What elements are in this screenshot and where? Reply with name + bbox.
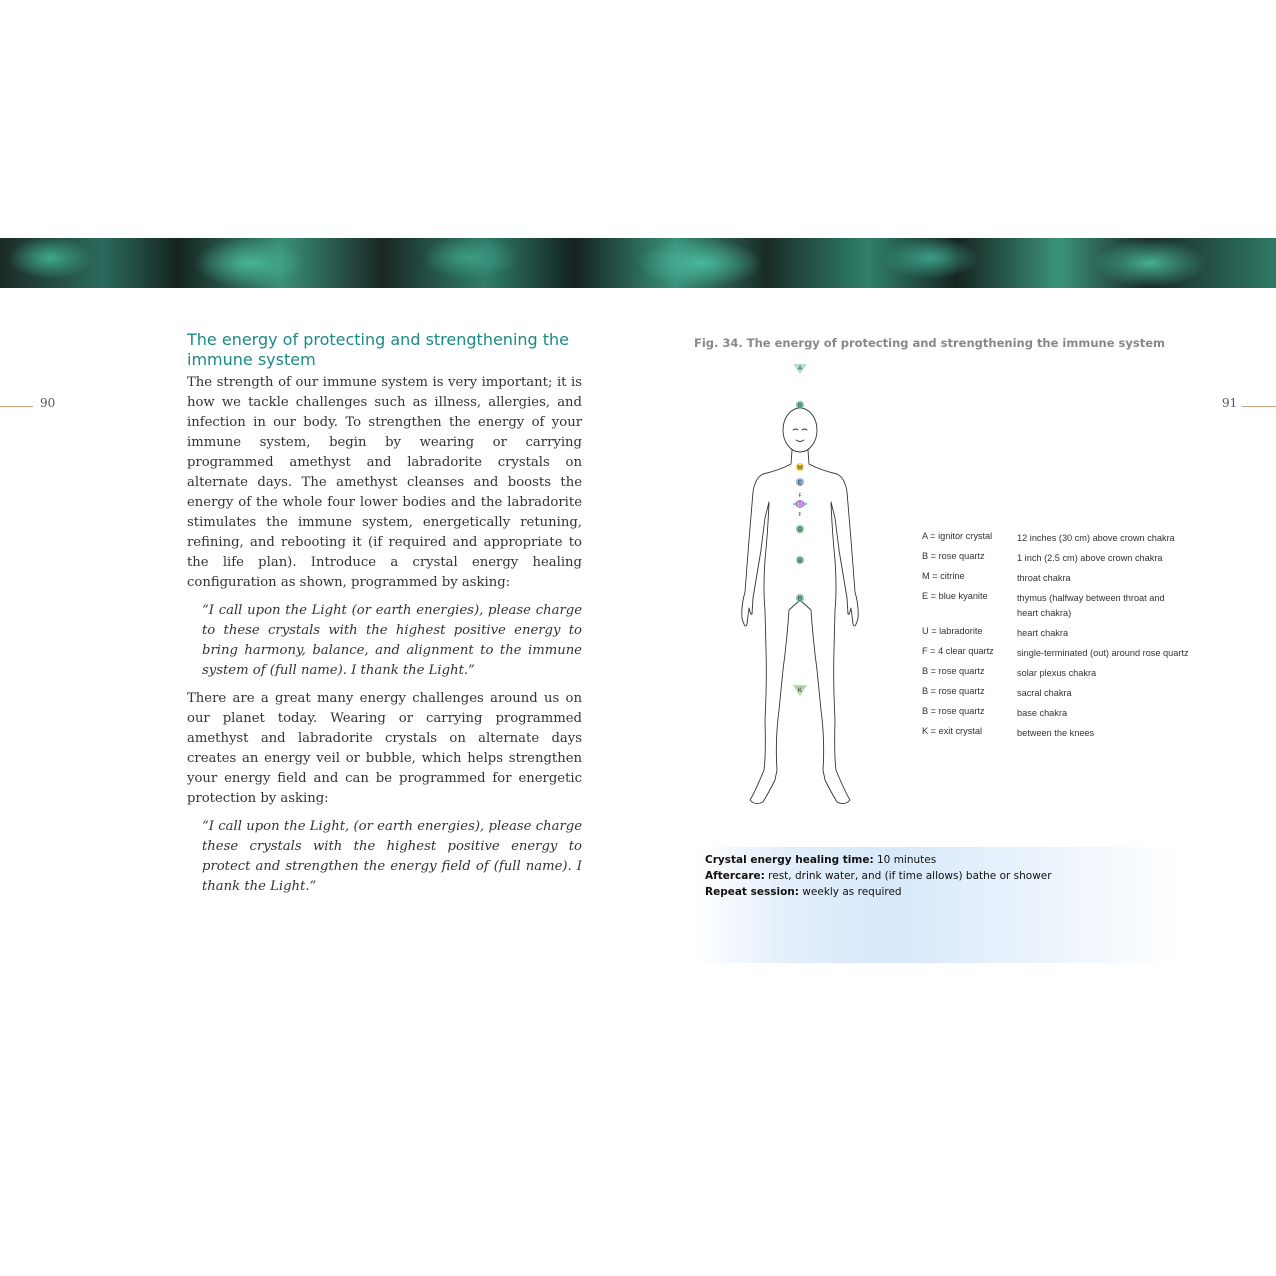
- svg-text:A: A: [797, 365, 803, 372]
- quote-2: “I call upon the Light, (or earth energies), please charge these crystals with the highest positive energy to protect and strengthen the energy field of (full name). I thank the Light.”: [202, 819, 582, 894]
- figure-caption: Fig. 34. The energy of protecting and strengthening the immune system: [694, 336, 1165, 350]
- legend-value: base chakra: [1017, 708, 1068, 718]
- marker-U-labradorite: [792, 500, 808, 509]
- legend-value: thymus (halfway between throat and heart chakra): [1017, 593, 1165, 618]
- paragraph-2: There are a great many energy challenges around us on our planet today. Wearing or carrying programmed amethyst and labradorite crystals on alternate days creates an energy veil or bubble, which helps strengthen your energy field and can be programmed for energetic protection by asking:: [187, 691, 582, 806]
- right-page-number: 91: [1222, 396, 1238, 410]
- face-features: [793, 429, 807, 442]
- svg-text:B: B: [797, 526, 803, 534]
- marker-B-sacral: [796, 556, 804, 565]
- svg-text:M: M: [797, 464, 803, 472]
- marker-E-kyanite: [796, 478, 804, 487]
- marker-B-solar-plexus: [796, 525, 804, 534]
- svg-text:K: K: [797, 687, 803, 694]
- paragraph-1: The strength of our immune system is very important; it is how we tackle challenges such as illness, allergies, and infection in our body. To strengthen the energy of your immune system, begin by wearing or carrying programmed amethyst and labradorite crystals on alternate days. The amethyst cleanses and boosts the energy of the whole four lower bodies and the labradorite stimulates the immune system, energetically retuning, refining, and rebooting it (if required and appropriate to the life plan). Introduce a crystal energy healing configuration as shown, programmed by asking:: [187, 375, 582, 590]
- legend-value: heart chakra: [1017, 628, 1069, 638]
- legend-value: 12 inches (30 cm) above crown chakra: [1017, 533, 1175, 543]
- svg-text:F: F: [798, 493, 802, 499]
- repeat-session-label: Repeat session:: [705, 886, 799, 898]
- marker-F-clear-quartz-bottom: [798, 512, 801, 518]
- marker-B-base: [796, 594, 804, 603]
- svg-text:B: B: [797, 402, 803, 410]
- legend-key: U = labradorite: [922, 626, 983, 636]
- session-info-box: [694, 847, 1182, 963]
- left-page-number: 90: [40, 396, 56, 410]
- legend-value: sacral chakra: [1017, 688, 1072, 698]
- legend-value: solar plexus chakra: [1017, 668, 1097, 678]
- emerald-texture-banner: [0, 238, 1276, 288]
- legend-key: B = rose quartz: [922, 686, 985, 696]
- section-title: The energy of protecting and strengthening the immune system: [187, 330, 570, 369]
- legend-key: M = citrine: [922, 571, 965, 581]
- legend-key: B = rose quartz: [922, 666, 985, 676]
- svg-text:E: E: [797, 479, 803, 487]
- body-text: [187, 373, 582, 905]
- healing-time-line: [705, 852, 1182, 868]
- legend-key: F = 4 clear quartz: [922, 646, 994, 656]
- legend-value: throat chakra: [1017, 573, 1071, 583]
- human-body-figure: [735, 360, 865, 810]
- healing-time-label: Crystal energy healing time:: [705, 854, 874, 866]
- marker-F-clear-quartz-top: [798, 493, 801, 499]
- legend-key: B = rose quartz: [922, 706, 985, 716]
- healing-time-value: 10 minutes: [873, 854, 937, 866]
- repeat-session-line: [705, 884, 1182, 900]
- marker-M-citrine: [796, 463, 804, 472]
- repeat-session-value: weekly as required: [798, 886, 902, 898]
- right-page-rule: [1242, 406, 1276, 407]
- legend-key: B = rose quartz: [922, 551, 985, 561]
- marker-K-exit: [793, 685, 807, 696]
- quote-1: “I call upon the Light (or earth energies), please charge to these crystals with the highest positive energy to bring harmony, balance, and alignment to the immune system of (full name). I thank the Light.”: [202, 603, 582, 678]
- legend-key: E = blue kyanite: [922, 591, 988, 601]
- svg-text:U: U: [797, 501, 803, 509]
- svg-text:F: F: [798, 512, 802, 518]
- aftercare-value: rest, drink water, and (if time allows) bathe or shower: [764, 870, 1052, 882]
- legend-key: K = exit crystal: [922, 726, 982, 736]
- svg-text:B: B: [797, 595, 803, 603]
- head-outline: [783, 408, 817, 452]
- legend-value: single-terminated (out) around rose quartz: [1017, 648, 1189, 658]
- legend-value: 1 inch (2.5 cm) above crown chakra: [1017, 553, 1163, 563]
- svg-text:B: B: [797, 557, 803, 565]
- aftercare-label: Aftercare:: [705, 870, 765, 882]
- marker-A-ignitor: [793, 364, 807, 374]
- left-page-rule: [0, 406, 33, 407]
- legend-value: between the knees: [1017, 728, 1095, 738]
- legend-key: A = ignitor crystal: [922, 531, 993, 541]
- aftercare-line: [705, 868, 1182, 884]
